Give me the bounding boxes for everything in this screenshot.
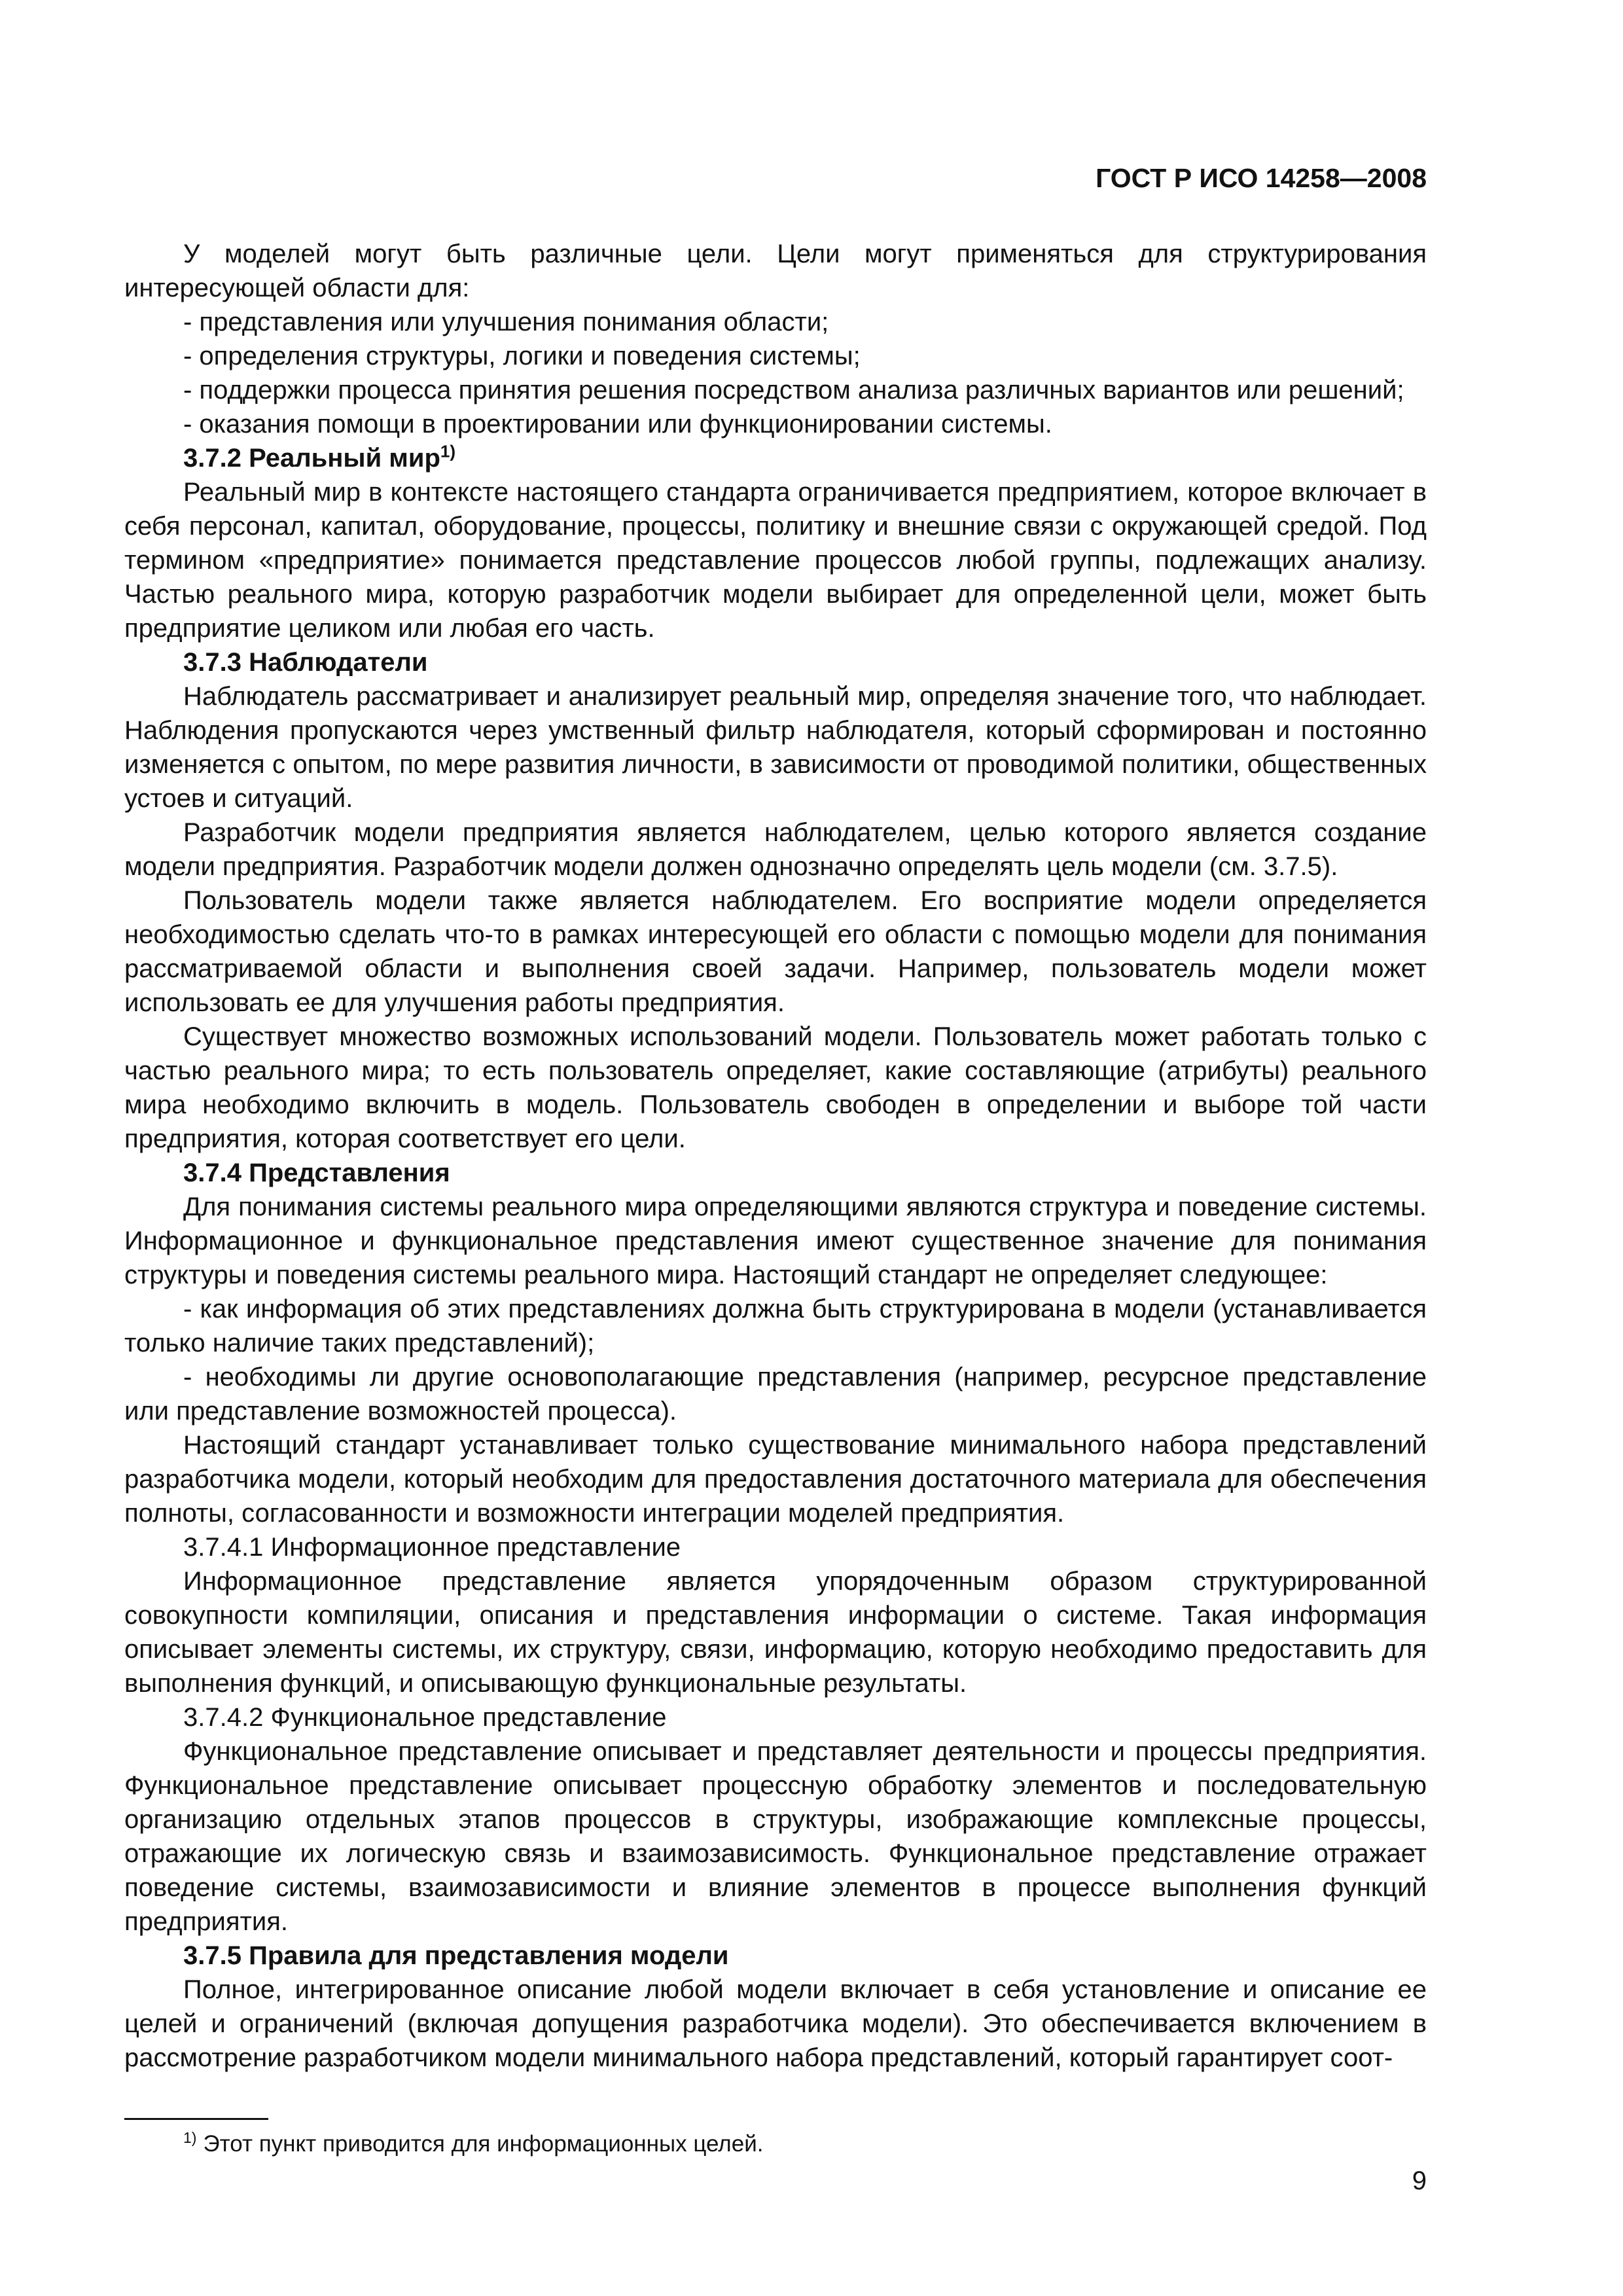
paragraph: Информационное представление является упорядоченным образом структурированной совокупности компиляции, описания и представления информации о системе. Такая информация описывает элементы системы, их структуру, связи, информацию, которую необходимо предоставить для выполнения функций, и описывающую функциональные результаты. xyxy=(124,1567,1427,1698)
list-item: - определения структуры, логики и поведения системы; xyxy=(183,342,861,370)
section-heading-text: 3.7.2 Реальный мир xyxy=(183,444,440,473)
section-heading-3-7-5: 3.7.5 Правила для представления модели xyxy=(183,1941,729,1970)
list-item: - представления или улучшения понимания области; xyxy=(183,308,829,336)
section-heading-3-7-4: 3.7.4 Представления xyxy=(183,1158,450,1187)
paragraph-intro: У моделей могут быть различные цели. Цели могут применяться для структурирования интересующей области для: xyxy=(124,240,1427,302)
paragraph: Разработчик модели предприятия является наблюдателем, целью которого является создание модели предприятия. Разработчик модели должен однозначно определять цель модели (см. 3.7.5). xyxy=(124,818,1427,881)
paragraph-continued: Полное, интегрированное описание любой модели включает в себя установление и описание ее целей и ограничений (включая допущения разработчика модели). Это обеспечивается включением в рассмотрение разработчиком модели минимального набора представлений, который гарантирует соот- xyxy=(124,1975,1427,2072)
section-heading-3-7-3: 3.7.3 Наблюдатели xyxy=(183,648,428,677)
subsection-heading-3-7-4-1: 3.7.4.1 Информационное представление xyxy=(183,1533,681,1562)
footnote xyxy=(124,2129,1427,2159)
paragraph: Существует множество возможных использований модели. Пользователь может работать только с частью реального мира; то есть пользователь определяет, какие составляющие (атрибуты) реального мира необходимо включить в модель. Пользователь свободен в определении и выборе той части предприятия, которая соответствует его цели. xyxy=(124,1022,1427,1153)
footnote-reference-marker: 1) xyxy=(440,441,456,461)
paragraph: Реальный мир в контексте настоящего стандарта ограничивается предприятием, которое включает в себя персонал, капитал, оборудование, процессы, политику и внешние связи с окружающей средой. Под термином «предприятие» понимается представление процессов любой группы, подлежащих анализу. Частью реального мира, которую разработчик модели выбирает для определенной цели, может быть предприятие целиком или любая его часть. xyxy=(124,478,1427,643)
list-item: - необходимы ли другие основополагающие представления (например, ресурсное представление или представление возможностей процесса). xyxy=(124,1363,1427,1426)
page-number: 9 xyxy=(1412,2166,1427,2195)
footnote-marker: 1) xyxy=(183,2129,197,2147)
running-header: ГОСТ Р ИСО 14258—2008 xyxy=(1096,163,1427,193)
paragraph: Настоящий стандарт устанавливает только существование минимального набора представлений разработчика модели, который необходим для предоставления достаточного материала для обеспечения полноты, согласованности и возможности интеграции моделей предприятия. xyxy=(124,1431,1427,1528)
paragraph: Функциональное представление описывает и представляет деятельности и процессы предприятия. Функциональное представление описывает процессную обработку элементов и последовательную организацию отдельных этапов процессов в структуры, изображающие комплексные процессы, отражающие их логическую связь и взаимозависимость. Функциональное представление отражает поведение системы, взаимозависимости и влияние элементов в процессе выполнения функций предприятия. xyxy=(124,1737,1427,1936)
footnote-separator-rule xyxy=(124,2118,268,2120)
section-heading-3-7-2 xyxy=(124,441,1427,475)
list-item: - как информация об этих представлениях должна быть структурирована в модели (устанавливается только наличие таких представлений); xyxy=(124,1295,1427,1357)
paragraph: Для понимания системы реального мира определяющими являются структура и поведение системы. Информационное и функциональное представления имеют существенное значение для понимания структуры и поведения системы реального мира. Настоящий стандарт не определяет следующее: xyxy=(124,1193,1427,1289)
footnote-area xyxy=(124,2118,1427,2159)
body-text xyxy=(124,237,1427,2159)
list-item: - поддержки процесса принятия решения посредством анализа различных вариантов или решений; xyxy=(183,376,1404,404)
footnote-text: Этот пункт приводится для информационных целей. xyxy=(203,2131,764,2157)
paragraph: Пользователь модели также является наблюдателем. Его восприятие модели определяется необходимостью сделать что-то в рамках интересующей его области с помощью модели для понимания рассматриваемой области и выполнения своей задачи. Например, пользователь модели может использовать ее для улучшения работы предприятия. xyxy=(124,886,1427,1017)
list-item: - оказания помощи в проектировании или функционировании системы. xyxy=(183,410,1052,439)
paragraph: Наблюдатель рассматривает и анализирует реальный мир, определяя значение того, что наблюдает. Наблюдения пропускаются через умственный фильтр наблюдателя, который сформирован и постоянно изменяется с опытом, по мере развития личности, в зависимости от проводимой политики, общественных устоев и ситуаций. xyxy=(124,682,1427,813)
subsection-heading-3-7-4-2: 3.7.4.2 Функциональное представление xyxy=(183,1703,667,1732)
